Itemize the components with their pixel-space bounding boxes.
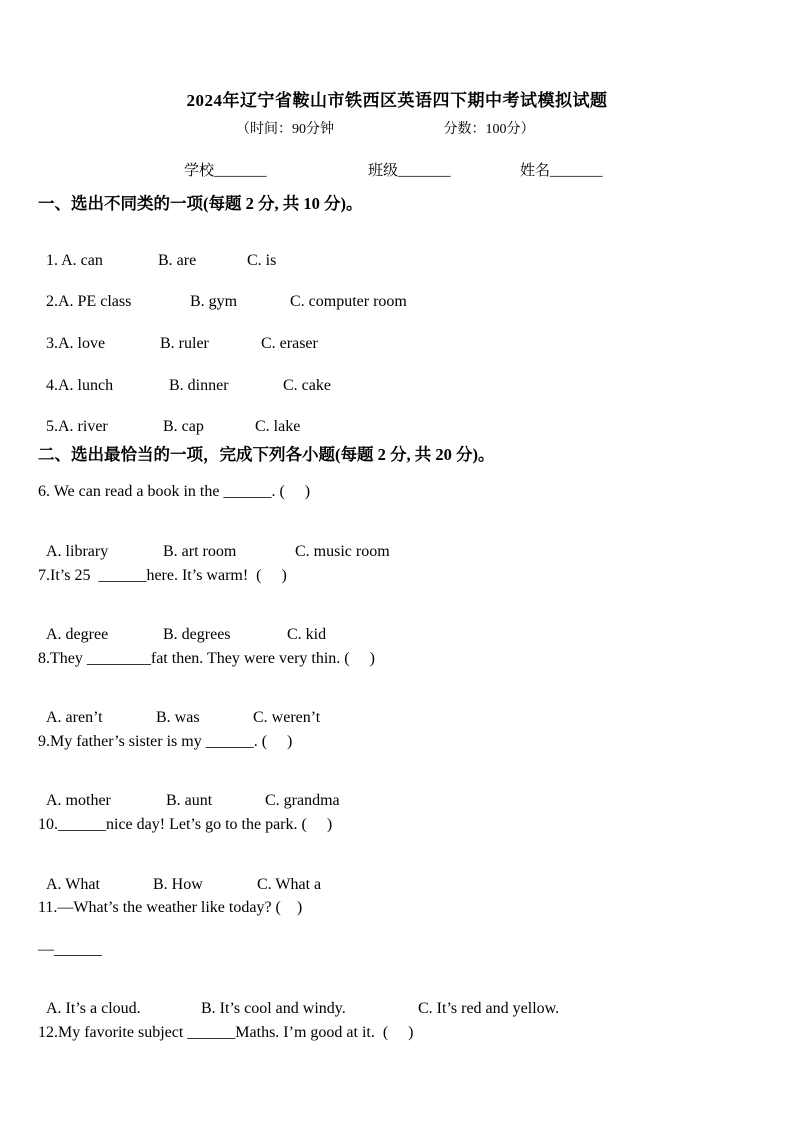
question-10-options (38, 858, 321, 894)
option-c[interactable]: C. cake (283, 377, 331, 394)
question-5 (38, 400, 300, 436)
option-a[interactable]: A. It’s a cloud. (46, 1000, 141, 1017)
question-8-options (38, 691, 320, 727)
question-3 (38, 317, 318, 353)
option-b[interactable]: B. ruler (160, 335, 209, 352)
class-field[interactable]: 班级_______ (368, 163, 451, 179)
question-11-options (38, 982, 559, 1018)
option-c[interactable]: C. computer room (290, 293, 407, 310)
option-a[interactable]: 3.A. love (46, 335, 106, 352)
exam-time: （时间：90分钟 (236, 122, 334, 137)
option-c[interactable]: C. music room (295, 543, 390, 560)
question-11-answer-blank[interactable]: —______ (38, 941, 102, 958)
option-a[interactable]: A. mother (46, 792, 111, 809)
question-8-stem: 8.They ________fat then. They were very thin. ( ) (38, 650, 375, 667)
option-c[interactable]: C. eraser (261, 335, 318, 352)
section-2-heading: 二、选出最恰当的一项，完成下列各小题(每题 2 分, 共 20 分)。 (38, 445, 495, 464)
option-a[interactable]: 2.A. PE class (46, 293, 132, 310)
section-1-heading: 一、选出不同类的一项(每题 2 分, 共 10 分)。 (38, 194, 363, 213)
option-c[interactable]: C. What a (257, 876, 322, 893)
option-a[interactable]: A. degree (46, 626, 109, 643)
question-2 (38, 275, 407, 311)
option-c[interactable]: C. is (247, 252, 277, 269)
name-field[interactable]: 姓名_______ (520, 163, 603, 179)
question-7-options (38, 608, 326, 644)
option-c[interactable]: C. grandma (265, 792, 340, 809)
option-a[interactable]: 5.A. river (46, 418, 108, 435)
option-b[interactable]: B. It’s cool and windy. (201, 1000, 346, 1017)
option-b[interactable]: B. cap (163, 418, 204, 435)
option-b[interactable]: B. How (153, 876, 203, 893)
option-b[interactable]: B. are (158, 252, 197, 269)
question-4 (38, 359, 331, 395)
question-7-stem: 7.It’s 25 ______here. It’s warm! ( ) (38, 567, 287, 584)
option-a[interactable]: 1. A. can (46, 252, 103, 269)
question-10-stem: 10.______nice day! Let’s go to the park. ( ) (38, 816, 333, 833)
option-b[interactable]: B. dinner (169, 377, 229, 394)
exam-meta (236, 118, 535, 138)
school-field[interactable]: 学校_______ (184, 163, 267, 179)
page-title: 2024年辽宁省鞍山市铁西区英语四下期中考试模拟试题 (186, 91, 608, 110)
question-12-stem: 12.My favorite subject ______Maths. I’m good at it. ( ) (38, 1024, 414, 1041)
option-a[interactable]: 4.A. lunch (46, 377, 114, 394)
option-a[interactable]: A. What (46, 876, 100, 893)
option-c[interactable]: C. kid (287, 626, 327, 643)
question-6-stem: 6. We can read a book in the ______. ( ) (38, 483, 311, 500)
option-b[interactable]: B. was (156, 709, 200, 726)
option-a[interactable]: A. library (46, 543, 109, 560)
question-9-stem: 9.My father’s sister is my ______. ( ) (38, 733, 293, 750)
option-c[interactable]: C. lake (255, 418, 301, 435)
question-6-options (38, 525, 390, 561)
question-1 (38, 234, 276, 270)
option-c[interactable]: C. It’s red and yellow. (418, 1000, 560, 1017)
question-11-stem: 11.—What’s the weather like today? ( ) (38, 899, 303, 916)
option-b[interactable]: B. gym (190, 293, 238, 310)
option-b[interactable]: B. degrees (163, 626, 231, 643)
question-9-options (38, 774, 340, 810)
exam-score: 分数：100分） (443, 122, 535, 137)
option-c[interactable]: C. weren’t (253, 709, 321, 726)
option-a[interactable]: A. aren’t (46, 709, 103, 726)
option-b[interactable]: B. art room (163, 543, 237, 560)
option-b[interactable]: B. aunt (166, 792, 213, 809)
